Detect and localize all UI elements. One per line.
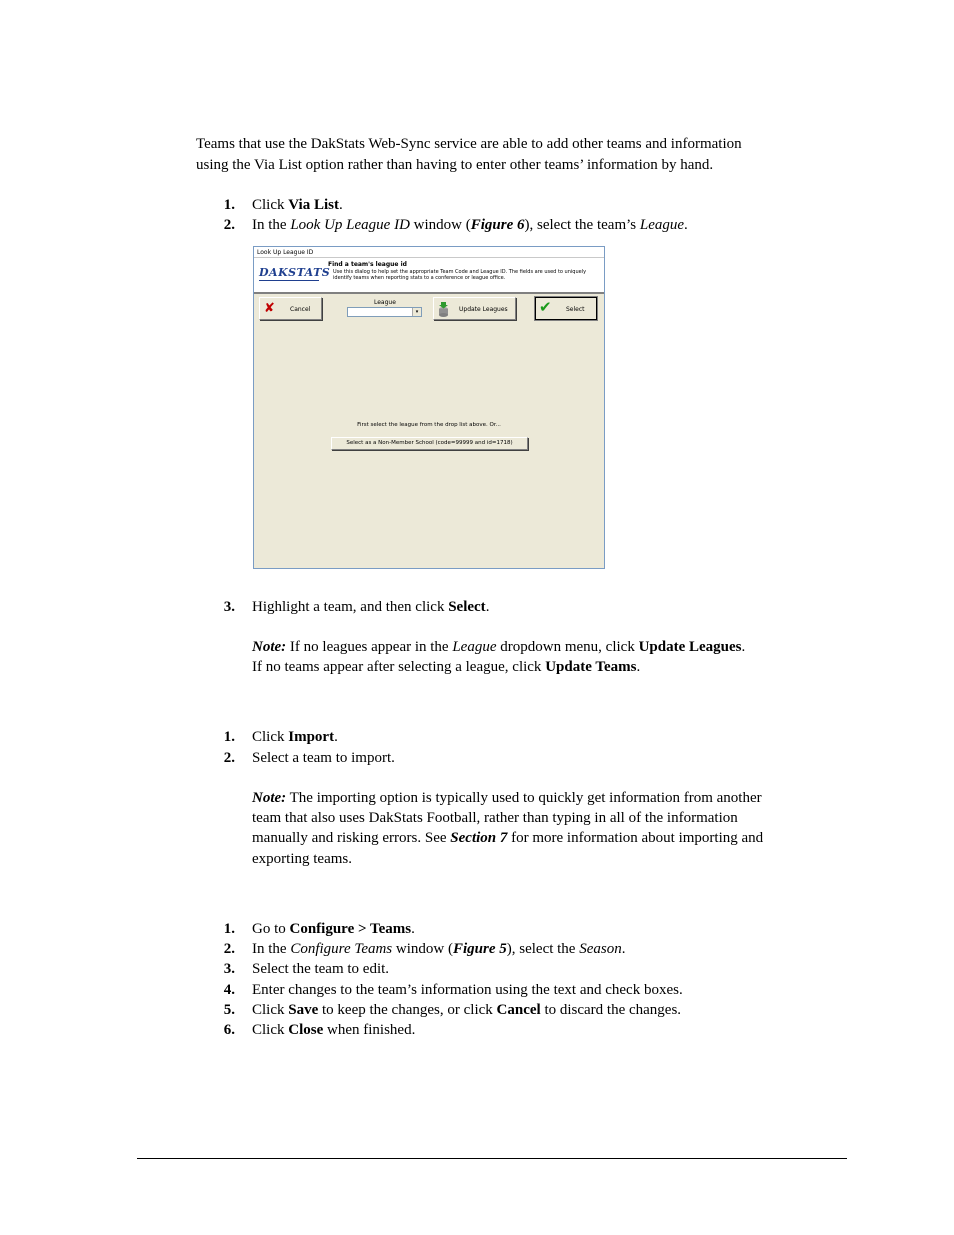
step-number: 1. [223,921,235,937]
cancel-button[interactable] [259,297,322,320]
edit-step-5: Click Save to keep the changes, or click Cancel to discard the changes. [252,1002,682,1018]
step-number: 2. [223,750,235,766]
league-hint: First select the league from the drop list above. Or... [357,422,501,428]
league-value [348,319,350,325]
edit-step-3: Select the team to edit. [252,961,390,977]
checkmark-icon: ✔ [539,298,552,316]
dialog-header [254,258,604,294]
chevron-down-icon[interactable]: ▾ [412,308,421,316]
step-number: 1. [223,197,235,213]
note-teams: If no teams appear after selecting a league, click Update Teams. [252,659,641,675]
select-button[interactable] [535,297,597,320]
edit-step-2: In the Configure Teams window (Figure 5), select the Season. [252,941,626,957]
step-number: 6. [223,1022,235,1038]
update-leagues-label: Update Leagues [459,306,508,313]
database-icon [438,301,449,317]
step-number: 3. [223,599,235,615]
x-icon: ✘ [264,301,275,316]
non-member-school-button[interactable]: Select as a Non-Member School (code=99999 and id=1718) [331,437,528,450]
header-description: Use this dialog to help set the appropriate Team Code and League ID. The fields are used to uniquely identify teams when reporting stats to a conference or league office. [333,269,587,281]
step-number: 5. [223,1002,235,1018]
intro-line-2: using the Via List option rather than having to enter other teams’ information by hand. [196,157,714,173]
step-number: 3. [223,961,235,977]
dialog-title: Look Up League ID [254,247,604,258]
step-number: 2. [223,941,235,957]
league-label: League [374,299,396,306]
import-note-line-4: exporting teams. [252,851,352,867]
import-step-2: Select a team to import. [252,750,395,766]
note-leagues: Note: If no leagues appear in the League dropdown menu, click Update Leagues. [252,639,746,655]
import-note-line-1: Note: The importing option is typically used to quickly get information from another [252,790,762,806]
header-title: Find a team's league id [328,261,407,268]
step-number: 4. [223,982,235,998]
vialist-step-3: Highlight a team, and then click Select. [252,599,490,615]
vialist-step-1: Click Via List. [252,197,343,213]
vialist-step-2: In the Look Up League ID window (Figure 6), select the team’s League. [252,217,688,233]
dakstats-logo: DAKSTATS [259,266,331,279]
step-number: 1. [223,729,235,745]
logo-underline [259,280,319,281]
edit-step-1: Go to Configure > Teams. [252,921,415,937]
edit-step-6: Click Close when finished. [252,1022,416,1038]
look-up-league-id-dialog [253,246,605,569]
step-number: 2. [223,217,235,233]
edit-step-4: Enter changes to the team’s information using the text and check boxes. [252,982,683,998]
import-step-1: Click Import. [252,729,338,745]
intro-line-1: Teams that use the DakStats Web-Sync service are able to add other teams and information [196,136,742,152]
footer-rule [137,1158,847,1159]
import-note-line-3: manually and risking errors. See Section 7 for more information about importing and [252,830,764,846]
select-label: Select [566,306,585,313]
cancel-label: Cancel [290,306,311,313]
update-leagues-button[interactable] [433,297,516,320]
league-dropdown[interactable] [347,307,422,317]
import-note-line-2: team that also uses DakStats Football, rather than typing in all of the information [252,810,738,826]
